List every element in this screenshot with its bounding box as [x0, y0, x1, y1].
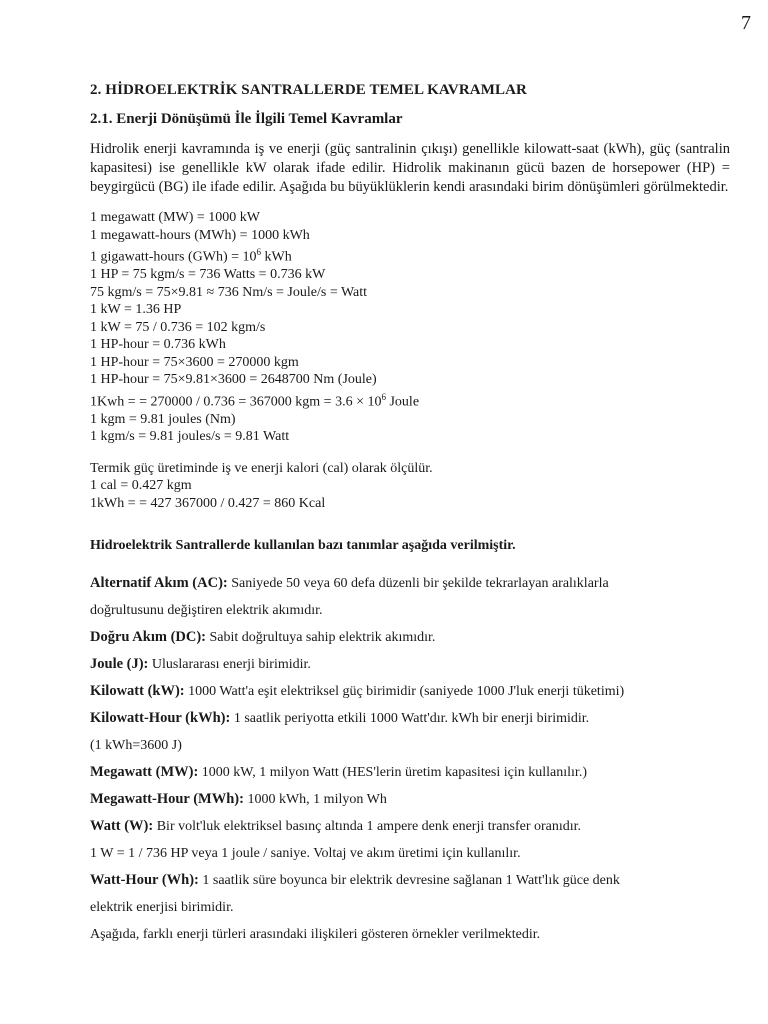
- definition-line: [90, 705, 730, 732]
- thermal-list: [90, 460, 730, 513]
- definition-text: Saniyede 50 veya 60 defa düzenli bir şekilde tekrarlayan aralıklarla: [227, 576, 609, 592]
- definition-text: doğrultusunu değiştiren elektrik akımıdır.: [90, 603, 323, 619]
- definition-line: [90, 651, 730, 678]
- definition-text: Uluslararası enerji birimidir.: [148, 657, 311, 673]
- conversion-line: 1 HP-hour = 0.736 kWh: [90, 337, 226, 353]
- conversion-line-unit: kWh: [261, 249, 292, 265]
- definition-term: Megawatt-Hour (MWh):: [90, 791, 244, 808]
- conversion-line: 1 HP = 75 kgm/s = 736 Watts = 0.736 kW: [90, 267, 326, 283]
- page-number: 7: [741, 12, 751, 34]
- conversion-line: 1 megawatt-hours (MWh) = 1000 kWh: [90, 227, 310, 243]
- conversion-line: 75 kgm/s = 75×9.81 ≈ 736 Nm/s = Joule/s = Watt: [90, 284, 368, 300]
- definition-line: [90, 813, 730, 840]
- definition-line: [90, 786, 730, 813]
- section-heading: 2. HİDROELEKTRİK SANTRALLERDE TEMEL KAVRAMLAR: [90, 82, 527, 98]
- thermal-line: 1kWh = = 427 367000 / 0.427 = 860 Kcal: [90, 495, 326, 511]
- definition-text: Bir volt'luk elektriksel basınç altında 1 ampere denk enerji transfer oranıdır.: [153, 819, 582, 835]
- definition-text: Aşağıda, farklı enerji türleri arasındaki ilişkileri gösteren örnekler verilmektedir.: [90, 927, 541, 943]
- definition-term: Alternatif Akım (AC):: [90, 575, 228, 592]
- definition-term: Megawatt (MW):: [90, 764, 199, 781]
- definition-text: elektrik enerjisi birimidir.: [90, 900, 234, 916]
- definition-text: 1000 kWh, 1 milyon Wh: [243, 792, 387, 808]
- definitions-heading: Hidroelektrik Santrallerde kullanılan bazı tanımlar aşağıda verilmiştir.: [90, 538, 516, 554]
- conversion-line-text: 1 gigawatt-hours (GWh) = 10: [90, 249, 257, 265]
- definition-line: [90, 840, 730, 867]
- conversion-line: 1 megawatt (MW) = 1000 kW: [90, 210, 261, 225]
- definition-term: Joule (J):: [90, 656, 149, 673]
- conversion-line: 1 HP-hour = 75×9.81×3600 = 2648700 Nm (Joule): [90, 372, 377, 388]
- definitions-list: [90, 570, 730, 948]
- conversion-line: 1 HP-hour = 75×3600 = 270000 kgm: [90, 354, 299, 370]
- thermal-line: 1 cal = 0.427 kgm: [90, 478, 192, 494]
- conversion-line-text: 1Kwh = = 270000 / 0.736 = 367000 kgm = 3.6 × 10: [90, 394, 382, 410]
- definition-term: Watt-Hour (Wh):: [90, 872, 199, 889]
- definition-term: Watt (W):: [90, 818, 154, 835]
- definition-text: 1 saatlik periyotta etkili 1000 Watt'dır. kWh bir enerji birimidir.: [230, 711, 590, 727]
- definition-text: 1 saatlik süre boyunca bir elektrik devresine sağlanan 1 Watt'lık güce denk: [198, 873, 620, 889]
- thermal-intro: Termik güç üretiminde iş ve enerji kalori (cal) olarak ölçülür.: [90, 460, 433, 476]
- conversion-line: 1 kgm/s = 9.81 joules/s = 9.81 Watt: [90, 429, 290, 445]
- subsection-heading: 2.1. Enerji Dönüşümü İle İlgili Temel Kavramlar: [90, 111, 403, 127]
- definition-line: [90, 867, 730, 894]
- conversion-line: 1 kgm = 9.81 joules (Nm): [90, 411, 236, 427]
- definition-line: [90, 894, 730, 921]
- exponent: 6: [381, 391, 386, 402]
- definition-term: Kilowatt (kW):: [90, 683, 185, 700]
- conversion-list: [90, 209, 730, 446]
- definition-term: Doğru Akım (DC):: [90, 629, 206, 646]
- definition-text: (1 kWh=3600 J): [90, 738, 182, 754]
- conversion-line: 1 kW = 1.36 HP: [90, 302, 182, 318]
- definition-line: [90, 597, 730, 624]
- conversion-line: [90, 244, 730, 266]
- definition-text: 1000 kW, 1 milyon Watt (HES'lerin üretim kapasitesi için kullanılır.): [198, 765, 587, 781]
- definition-line: [90, 732, 730, 759]
- exponent: 6: [256, 247, 262, 257]
- definition-line: [90, 678, 730, 705]
- conversion-line: 1 kW = 75 / 0.736 = 102 kgm/s: [90, 319, 266, 335]
- definition-term: Kilowatt-Hour (kWh):: [90, 710, 231, 727]
- intro-paragraph: Hidrolik enerji kavramında iş ve enerji (güç santralinin çıkışı) genellikle kilowatt-saat (kWh), güç (santralin kapasitesi) ise genellikle kW olarak ifade edilir. Hidrolik makinanın gücü bazen de horsepower (HP) = beygirgücü (BG) ile ifade edilir. Aşağıda bu büyüklüklerin kendi arasındaki birim dönüşümleri görülmektedir.: [90, 141, 730, 195]
- definition-text: Sabit doğrultuya sahip elektrik akımıdır.: [206, 630, 436, 646]
- definition-line: [90, 759, 730, 786]
- page-content: [90, 82, 730, 948]
- definition-line: [90, 570, 730, 597]
- conversion-line: [90, 389, 730, 411]
- definition-line: [90, 921, 730, 948]
- definition-text: 1000 Watt'a eşit elektriksel güç birimidir (saniyede 1000 J'luk enerji tüketimi): [184, 684, 625, 700]
- conversion-line-unit: Joule: [385, 394, 420, 410]
- definition-line: [90, 624, 730, 651]
- definition-text: 1 W = 1 / 736 HP veya 1 joule / saniye. Voltaj ve akım üretimi için kullanılır.: [90, 846, 521, 862]
